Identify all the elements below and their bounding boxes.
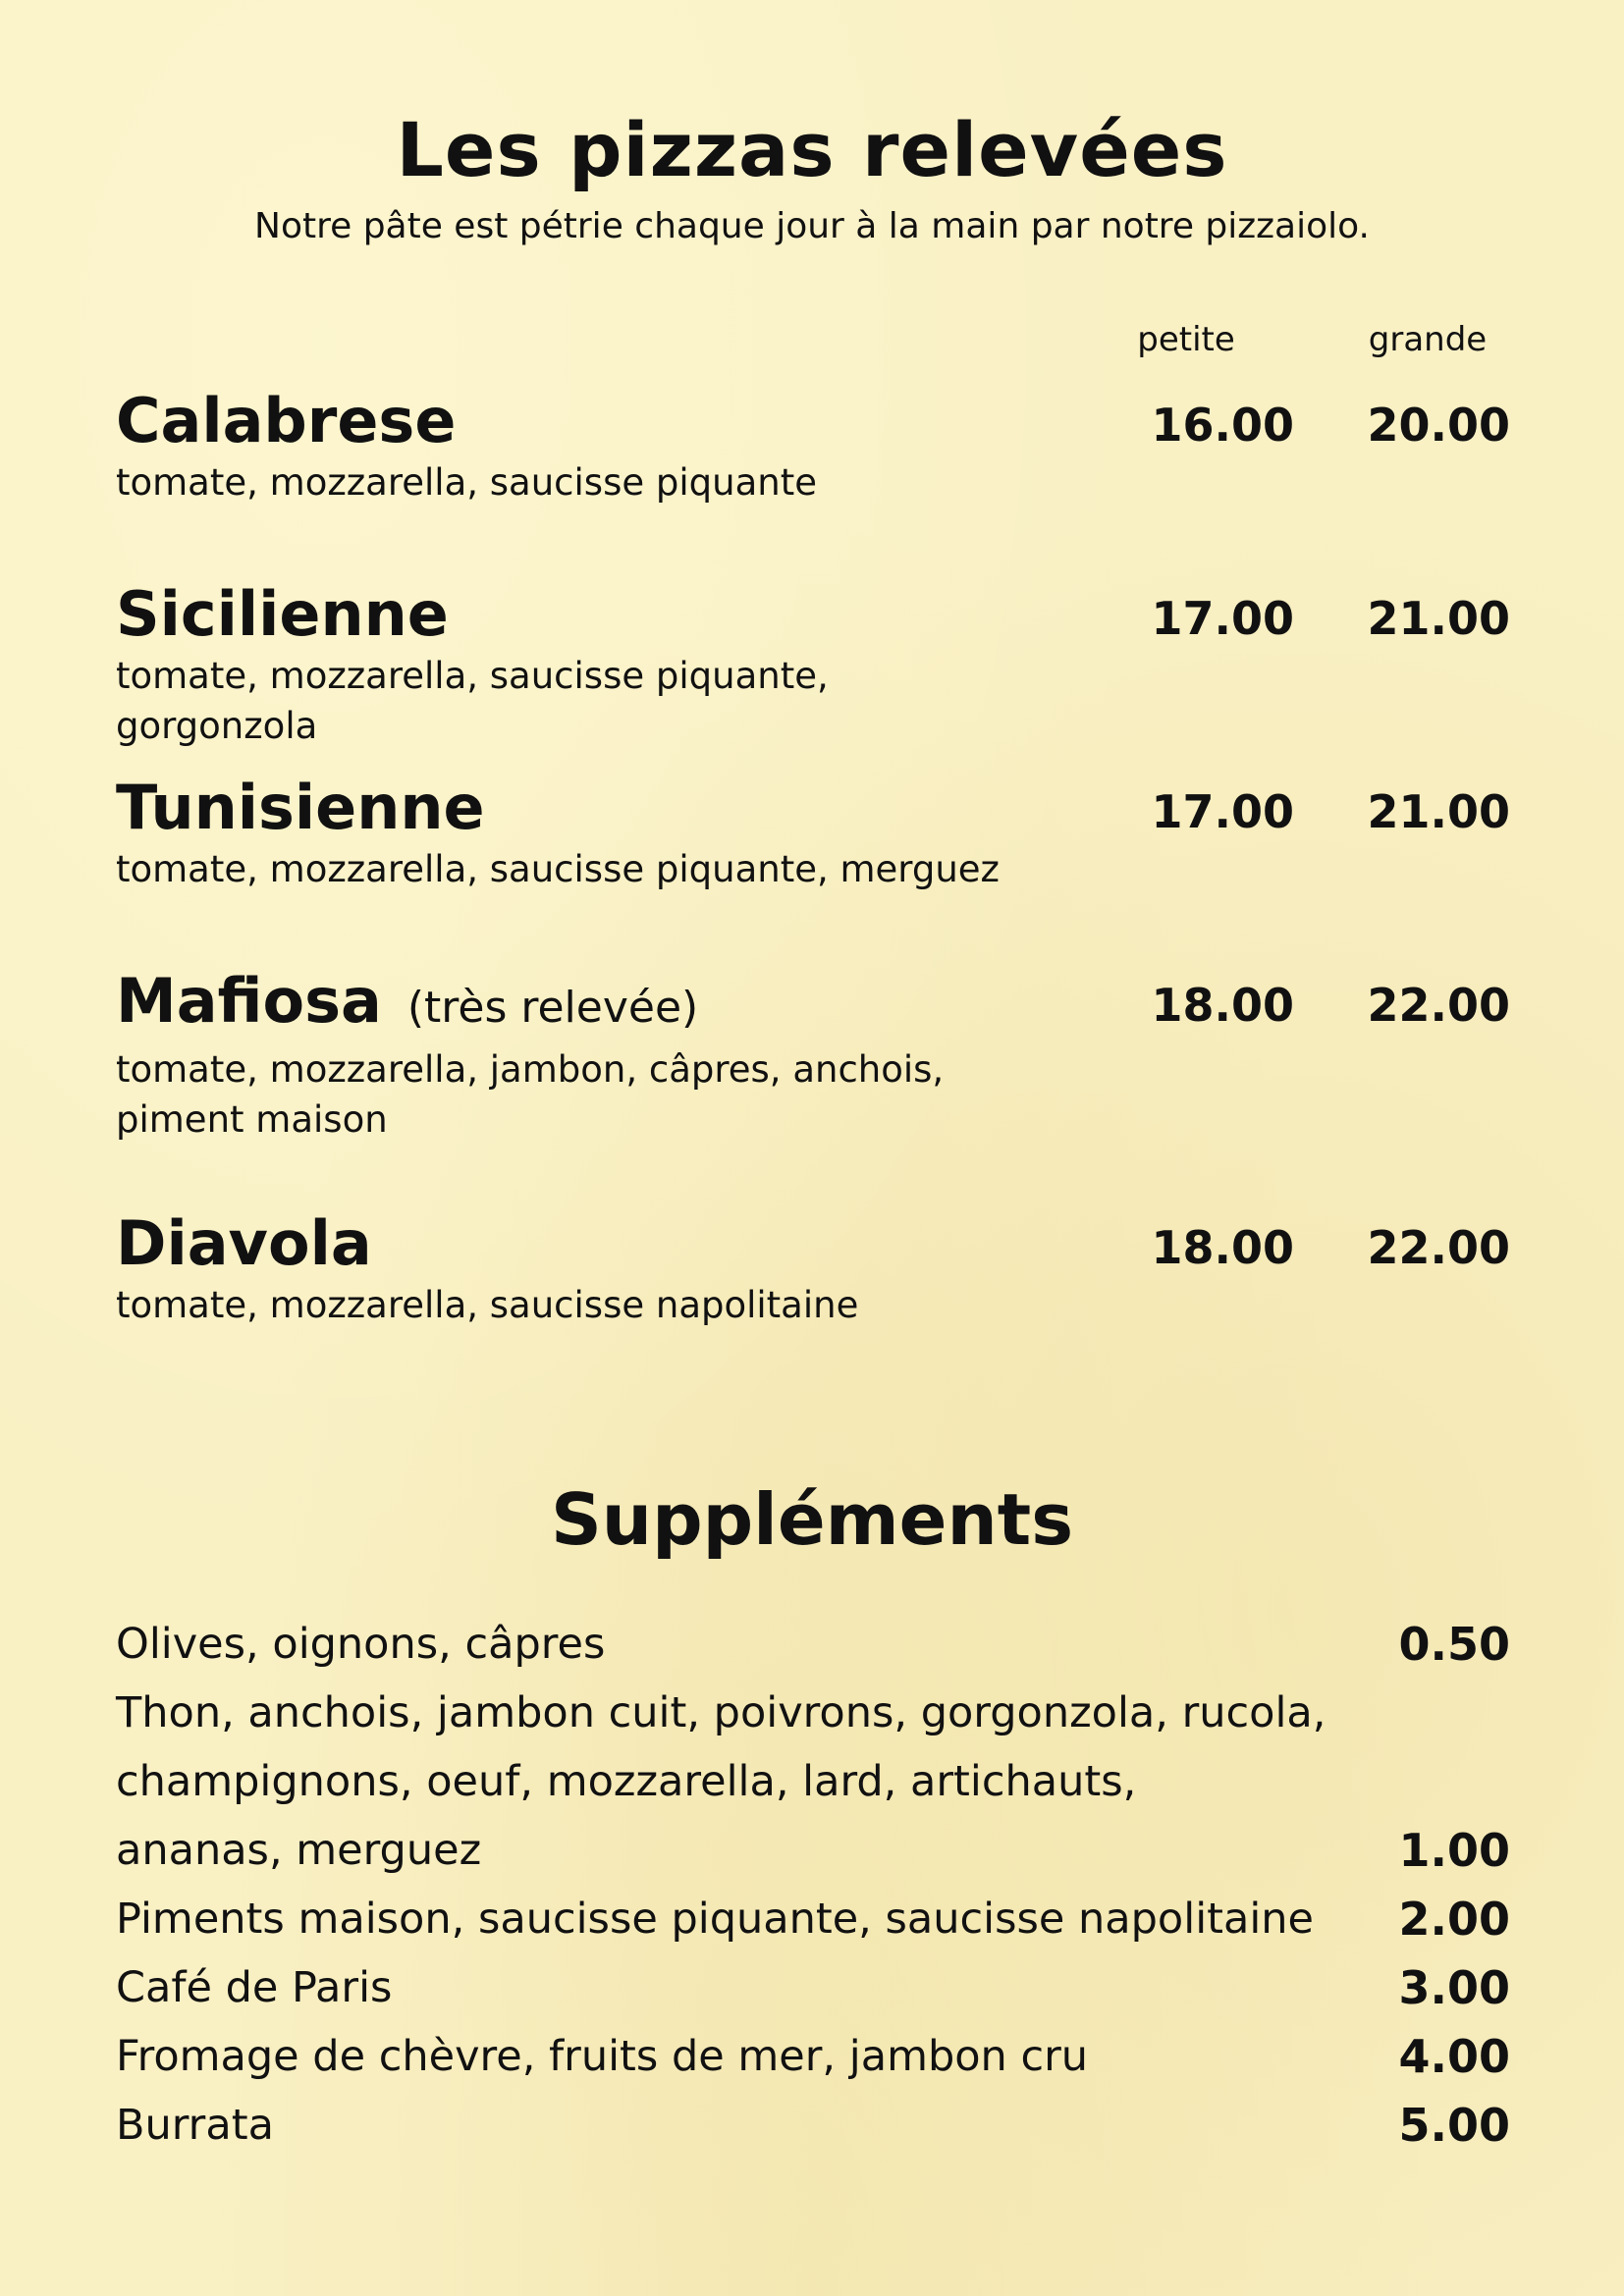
- page-title: Les pizzas relevées: [396, 106, 1228, 193]
- supplement-text: Thon, anchois, jambon cuit, poivrons, gorgonzola, rucola,: [116, 1688, 1326, 1737]
- pizza-item-sicilienne: [116, 578, 1510, 751]
- supplement-item: [116, 1679, 1510, 1885]
- supplement-text: champignons, oeuf, mozzarella, lard, artichauts,: [116, 1757, 1137, 1806]
- column-header-grande: grande: [1368, 320, 1488, 359]
- pizza-description: tomate, mozzarella, saucisse piquante: [116, 461, 817, 504]
- pizza-note: (très relevée): [406, 983, 699, 1033]
- price-petite: 18.00: [1151, 979, 1294, 1032]
- price-petite: 17.00: [1151, 592, 1294, 645]
- pizza-description: tomate, mozzarella, jambon, câpres, anchois, piment maison: [116, 1048, 945, 1141]
- supplement-price: 5.00: [1398, 2099, 1510, 2152]
- supplement-text: Burrata: [116, 2101, 274, 2150]
- pizza-name: Sicilienne: [116, 578, 449, 650]
- supplement-item: [116, 1953, 1510, 2022]
- pizza-item-diavola: [116, 1207, 1510, 1330]
- supplement-item: [116, 1885, 1510, 1953]
- supplement-item: [116, 2022, 1510, 2091]
- supplement-item: [116, 2091, 1510, 2160]
- supplement-price: 3.00: [1398, 1961, 1510, 2014]
- price-grande: 21.00: [1367, 592, 1510, 645]
- supplement-price: 2.00: [1398, 1893, 1510, 1946]
- price-grande: 21.00: [1367, 785, 1510, 838]
- supplement-price: 0.50: [1398, 1618, 1510, 1671]
- supplement-item: [116, 1610, 1510, 1679]
- pizza-name: Mafiosa: [116, 965, 382, 1037]
- pizza-name: Tunisienne: [116, 772, 485, 843]
- supplements-list: [116, 1610, 1510, 2160]
- supplement-price: 4.00: [1398, 2030, 1510, 2083]
- price-petite: 16.00: [1151, 399, 1294, 452]
- page-subtitle: Notre pâte est pétrie chaque jour à la main par notre pizzaiolo.: [254, 206, 1370, 246]
- price-petite: 17.00: [1151, 785, 1294, 838]
- price-petite: 18.00: [1151, 1221, 1294, 1274]
- column-header-petite: petite: [1137, 320, 1235, 359]
- pizza-item-mafiosa: [116, 965, 1510, 1145]
- supplement-text: Olives, oignons, câpres: [116, 1620, 606, 1669]
- pizza-description: tomate, mozzarella, saucisse napolitaine: [116, 1284, 859, 1326]
- price-grande: 20.00: [1367, 399, 1510, 452]
- pizza-item-calabrese: [116, 385, 1510, 507]
- pizza-name: Diavola: [116, 1207, 372, 1279]
- price-grande: 22.00: [1367, 979, 1510, 1032]
- supplement-price: 1.00: [1398, 1824, 1510, 1877]
- pizza-item-tunisienne: [116, 772, 1510, 894]
- supplement-text: Café de Paris: [116, 1963, 393, 2012]
- pizza-description: tomate, mozzarella, saucisse piquante, gorgonzola: [116, 655, 829, 747]
- pizza-description: tomate, mozzarella, saucisse piquante, merguez: [116, 848, 1000, 890]
- supplement-text: Fromage de chèvre, fruits de mer, jambon cru: [116, 2032, 1089, 2081]
- price-grande: 22.00: [1367, 1221, 1510, 1274]
- supplements-title: Suppléments: [550, 1478, 1074, 1561]
- supplement-text: ananas, merguez: [116, 1826, 482, 1875]
- supplement-text: Piments maison, saucisse piquante, saucisse napolitaine: [116, 1895, 1314, 1944]
- pizza-name: Calabrese: [116, 385, 457, 456]
